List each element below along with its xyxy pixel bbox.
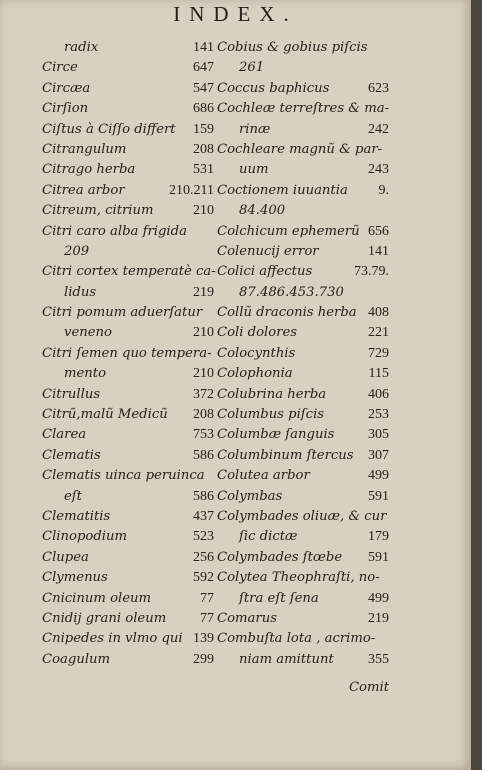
page-number: 686 — [193, 101, 214, 117]
index-entry — [42, 242, 214, 262]
index-entry — [217, 38, 389, 58]
page-number: 408 — [368, 305, 389, 321]
page-number: 73.79. — [354, 264, 389, 280]
page-number: 372 — [193, 386, 214, 402]
index-entry — [217, 160, 389, 180]
index-column-left — [42, 38, 214, 670]
index-term: Citri caro alba frigida — [42, 223, 187, 239]
index-entry — [42, 425, 214, 445]
page-number: 591 — [368, 488, 389, 504]
index-term: Citrangulum — [42, 141, 127, 157]
index-term: ſic dictæ — [239, 529, 298, 545]
index-entry — [42, 568, 214, 588]
index-entry — [42, 181, 214, 201]
index-entry — [42, 38, 214, 58]
index-entry — [42, 323, 214, 343]
index-entry — [217, 548, 389, 568]
index-entry — [42, 160, 214, 180]
index-entry — [217, 364, 389, 384]
index-term: veneno — [64, 325, 112, 341]
page-number: 219 — [193, 284, 214, 300]
index-entry — [217, 242, 389, 262]
index-entry — [42, 120, 214, 140]
index-entry — [42, 589, 214, 609]
index-term: Clematitis — [42, 508, 111, 524]
index-term: Citrago herba — [42, 162, 136, 178]
page-number: 656 — [368, 223, 389, 239]
page-number: 139 — [193, 631, 214, 647]
index-entry — [217, 303, 389, 323]
index-entry — [217, 99, 389, 119]
index-entry — [42, 487, 214, 507]
index-entry — [42, 344, 214, 364]
page-number: 179 — [368, 529, 389, 545]
index-term: Citrea arbor — [42, 182, 125, 198]
index-entry — [42, 99, 214, 119]
index-entry — [42, 58, 214, 78]
page-number: 305 — [368, 427, 389, 443]
index-term: Coccus baphicus — [217, 80, 330, 96]
index-entry — [42, 385, 214, 405]
index-entry — [217, 466, 389, 486]
index-entry — [217, 344, 389, 364]
page-number: 406 — [368, 386, 389, 402]
page-number: 208 — [193, 141, 214, 157]
index-term: rinæ — [239, 121, 271, 137]
index-term: Colytea Theophraſti, no- — [217, 570, 380, 586]
index-term: Colymbades oliuæ, & cur — [217, 508, 387, 524]
page-number: 523 — [193, 529, 214, 545]
index-entry — [217, 527, 389, 547]
index-term: Colchicum ephemerũ — [217, 223, 360, 239]
index-entry — [42, 201, 214, 221]
page-number: 115 — [368, 366, 389, 382]
index-term: 209 — [64, 243, 90, 259]
index-entry — [42, 79, 214, 99]
index-entry — [217, 120, 389, 140]
index-term: Colici affectus — [217, 264, 313, 280]
page-number: 210 — [193, 325, 214, 341]
index-entry — [42, 548, 214, 568]
page-number: 210.211 — [169, 182, 214, 198]
index-term: Clematis — [42, 447, 101, 463]
index-term: Clupea — [42, 549, 89, 565]
page-number: 159 — [193, 121, 214, 137]
page-number: 243 — [368, 162, 389, 178]
index-term: Coagulum — [42, 651, 111, 667]
index-term: Ciſtus à Ciſſo differt — [42, 121, 176, 137]
page-number: 9. — [378, 182, 389, 198]
index-term: Colophonia — [217, 366, 293, 382]
index-entry — [217, 283, 389, 303]
index-term: ſtra eſt ſena — [239, 590, 319, 606]
page-number: 729 — [368, 345, 389, 361]
index-entry — [42, 446, 214, 466]
index-entry — [217, 201, 389, 221]
index-term: Citrullus — [42, 386, 101, 402]
index-entry — [217, 568, 389, 588]
index-term: Cnidij grani oleum — [42, 610, 167, 626]
index-term: 84.400 — [239, 203, 286, 219]
index-entry — [42, 609, 214, 629]
index-entry — [42, 405, 214, 425]
index-entry — [217, 222, 389, 242]
index-entry — [217, 323, 389, 343]
page-number: 141 — [193, 40, 214, 55]
index-term: Citri cortex temperatè ca- — [42, 264, 216, 280]
index-entry — [217, 140, 389, 160]
index-entry — [42, 629, 214, 649]
index-term: Clematis uinca peruinca — [42, 468, 205, 484]
page-number: 77 — [200, 590, 214, 606]
page-number: 355 — [368, 651, 389, 667]
index-term: Colymbas — [217, 488, 283, 504]
index-entry — [217, 487, 389, 507]
index-entry — [42, 283, 214, 303]
index-entry — [42, 222, 214, 242]
index-term: Combuſta lota , acrimo- — [217, 631, 376, 647]
page-number: 623 — [368, 80, 389, 96]
index-term: Cobius & gobius piſcis — [217, 40, 368, 55]
index-term: eſt — [64, 488, 82, 504]
index-term: Clymenus — [42, 570, 108, 586]
page-number: 307 — [368, 447, 389, 463]
index-entry — [217, 650, 389, 670]
index-term: Citri ſemen quo tempera- — [42, 345, 212, 361]
index-term: mento — [64, 366, 107, 382]
index-term: Collũ draconis herba — [217, 305, 357, 321]
page-number: 437 — [193, 508, 214, 524]
index-term: 87.486.453.730 — [239, 284, 344, 300]
index-entry — [217, 58, 389, 78]
book-edge — [471, 0, 482, 770]
index-entry — [217, 609, 389, 629]
index-entry — [217, 405, 389, 425]
index-term: uum — [239, 162, 269, 178]
index-term: lidus — [64, 284, 97, 300]
page-number: 499 — [368, 590, 389, 606]
page-number: 531 — [193, 162, 214, 178]
page-number: 219 — [368, 610, 389, 626]
page-number: 586 — [193, 488, 214, 504]
index-term: Coctionem iuuantia — [217, 182, 348, 198]
page-number: 210 — [193, 366, 214, 382]
page-number: 592 — [193, 570, 214, 586]
index-column-right — [217, 38, 389, 670]
index-term: niam amittunt — [239, 651, 334, 667]
index-term: Colymbades ſtœbe — [217, 549, 343, 565]
index-entry — [42, 507, 214, 527]
index-term: Columbinum ſtercus — [217, 447, 354, 463]
index-term: Clinopodium — [42, 529, 127, 545]
index-term: Cirſion — [42, 101, 89, 117]
page-number: 547 — [193, 80, 214, 96]
index-entry — [42, 650, 214, 670]
index-term: Cochleare magnũ & par- — [217, 141, 383, 157]
page-number: 591 — [368, 549, 389, 565]
index-term: Colocynthis — [217, 345, 296, 361]
page-number: 647 — [193, 60, 214, 76]
index-entry — [217, 507, 389, 527]
page-number: 753 — [193, 427, 214, 443]
page-heading: INDEX. — [173, 2, 298, 26]
index-entry — [217, 446, 389, 466]
page-number: 210 — [193, 203, 214, 219]
index-term: Circæa — [42, 80, 91, 96]
page-number: 208 — [193, 407, 214, 423]
index-term: Columbæ ſanguis — [217, 427, 335, 443]
index-term: radix — [64, 40, 99, 55]
index-entry — [42, 140, 214, 160]
page-number: 77 — [200, 610, 214, 626]
index-entry — [217, 181, 389, 201]
index-term: Citri pomum aduerſatur — [42, 305, 203, 321]
page-number: 221 — [368, 325, 389, 341]
index-term: Cochleæ terreſtres & ma- — [217, 101, 390, 117]
index-term: Colubrina herba — [217, 386, 327, 402]
index-term: Cnipedes in vlmo qui — [42, 631, 183, 647]
index-term: Circe — [42, 60, 78, 76]
index-term: Colenucij error — [217, 243, 319, 259]
index-term: Comarus — [217, 610, 277, 626]
index-entry — [42, 364, 214, 384]
index-term: Columbus piſcis — [217, 407, 325, 423]
page-number: 253 — [368, 407, 389, 423]
index-entry — [217, 262, 389, 282]
page-number: 141 — [368, 243, 389, 259]
index-entry — [217, 629, 389, 649]
index-term: 261 — [239, 60, 265, 76]
index-entry — [42, 303, 214, 323]
page-number: 256 — [193, 549, 214, 565]
page-number: 242 — [368, 121, 389, 137]
index-term: Citrũ,malũ Medicũ — [42, 407, 168, 423]
index-entry — [217, 79, 389, 99]
index-entry — [42, 262, 214, 282]
page-number: 586 — [193, 447, 214, 463]
index-term: Clarea — [42, 427, 87, 443]
index-entry — [42, 466, 214, 486]
index-entry — [42, 527, 214, 547]
index-term: Coli dolores — [217, 325, 298, 341]
catchword: Comit — [348, 680, 389, 695]
index-entry — [217, 425, 389, 445]
page-number: 299 — [193, 651, 214, 667]
index-term: Cnicinum oleum — [42, 590, 152, 606]
index-entry — [217, 589, 389, 609]
index-entry — [217, 385, 389, 405]
index-term: Colutea arbor — [217, 468, 310, 484]
index-term: Citreum, citrium — [42, 203, 154, 219]
page-number: 499 — [368, 468, 389, 484]
